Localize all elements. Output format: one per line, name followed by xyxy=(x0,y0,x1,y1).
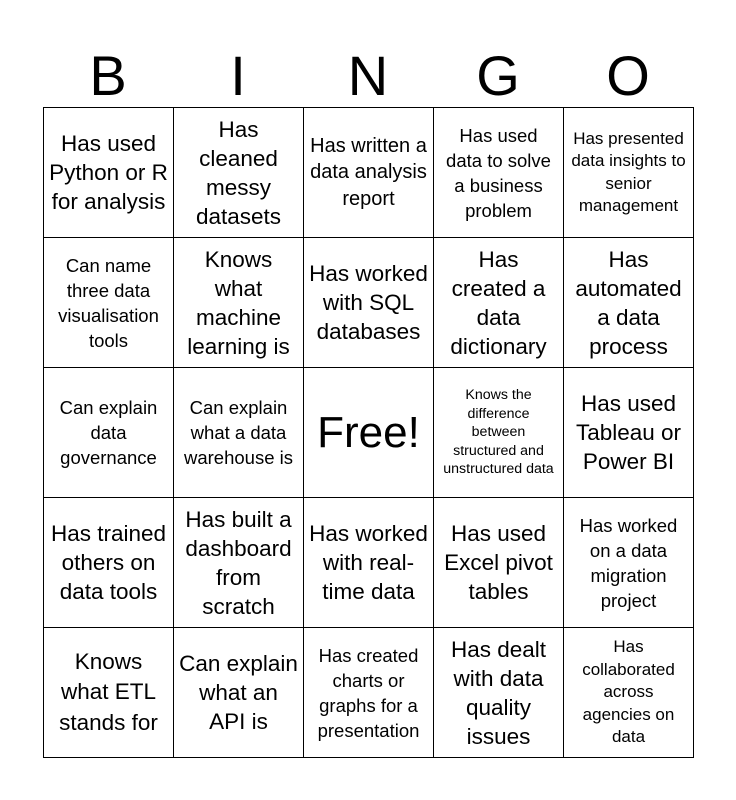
bingo-cell-r2-c1[interactable] xyxy=(44,238,174,368)
cell-text: Knows what ETL stands for xyxy=(59,648,158,735)
bingo-grid xyxy=(43,107,694,758)
bingo-cell-r5-c1[interactable] xyxy=(44,628,174,758)
bingo-cell-r5-c2[interactable] xyxy=(174,628,304,758)
header-letter-b: B xyxy=(89,44,127,107)
bingo-cell-r1-c5[interactable] xyxy=(564,108,694,238)
cell-text: Has used data to solve a business problem xyxy=(446,124,551,221)
cell-text: Has written a data analysis report xyxy=(310,134,427,210)
bingo-cell-r3-c2[interactable] xyxy=(174,368,304,498)
bingo-cell-r3-c1[interactable] xyxy=(44,368,174,498)
header-letter-i: I xyxy=(230,44,246,107)
cell-text: Has dealt with data quality issues xyxy=(450,636,547,749)
cell-text: Has automated a data process xyxy=(575,246,682,359)
bingo-cell-r4-c2[interactable] xyxy=(174,498,304,628)
cell-text: Has created charts or graphs for a presentation xyxy=(317,644,420,741)
bingo-cell-r5-c4[interactable] xyxy=(434,628,564,758)
cell-text: Has cleaned messy datasets xyxy=(195,116,282,229)
cell-text: Has worked on a data migration project xyxy=(579,514,678,611)
bingo-cell-r1-c4[interactable] xyxy=(434,108,564,238)
cell-text: Has trained others on data tools xyxy=(50,521,167,604)
bingo-cell-r1-c1[interactable] xyxy=(44,108,174,238)
free-space-label: Free! xyxy=(317,407,420,457)
bingo-cell-r3-c5[interactable] xyxy=(564,368,694,498)
bingo-cell-r2-c4[interactable] xyxy=(434,238,564,368)
bingo-cell-r5-c3[interactable] xyxy=(304,628,434,758)
cell-text: Can explain what a data warehouse is xyxy=(183,397,293,468)
cell-text: Has worked with SQL databases xyxy=(309,261,428,344)
cell-text: Has used Python or R for analysis xyxy=(49,131,168,214)
bingo-cell-r2-c2[interactable] xyxy=(174,238,304,368)
bingo-cell-r2-c3[interactable] xyxy=(304,238,434,368)
bingo-cell-r1-c2[interactable] xyxy=(174,108,304,238)
bingo-cell-r3-c4[interactable] xyxy=(434,368,564,498)
cell-text: Has worked with real-time data xyxy=(309,521,428,604)
cell-text: Has built a dashboard from scratch xyxy=(185,506,292,619)
bingo-cell-r1-c3[interactable] xyxy=(304,108,434,238)
cell-text: Can explain what an API is xyxy=(179,651,298,734)
bingo-cell-r4-c1[interactable] xyxy=(44,498,174,628)
cell-text: Has used Tableau or Power BI xyxy=(575,391,682,474)
bingo-cell-r4-c5[interactable] xyxy=(564,498,694,628)
header-letter-n: N xyxy=(347,44,389,107)
cell-text: Has collaborated across agencies on data xyxy=(582,637,675,747)
cell-text: Knows the difference between structured and unstructured data xyxy=(443,387,554,478)
cell-text: Has used Excel pivot tables xyxy=(444,521,553,604)
bingo-cell-r5-c5[interactable] xyxy=(564,628,694,758)
header-letter-o: O xyxy=(606,44,650,107)
bingo-cell-free[interactable] xyxy=(304,368,434,498)
bingo-header xyxy=(43,46,693,106)
bingo-cell-r2-c5[interactable] xyxy=(564,238,694,368)
cell-text: Has created a data dictionary xyxy=(450,246,547,359)
cell-text: Can name three data visualisation tools xyxy=(58,254,159,351)
cell-text: Can explain data governance xyxy=(59,397,158,468)
cell-text: Has presented data insights to senior management xyxy=(571,128,686,215)
bingo-cell-r4-c3[interactable] xyxy=(304,498,434,628)
cell-text: Knows what machine learning is xyxy=(187,246,290,359)
header-letter-g: G xyxy=(476,44,520,107)
bingo-cell-r4-c4[interactable] xyxy=(434,498,564,628)
